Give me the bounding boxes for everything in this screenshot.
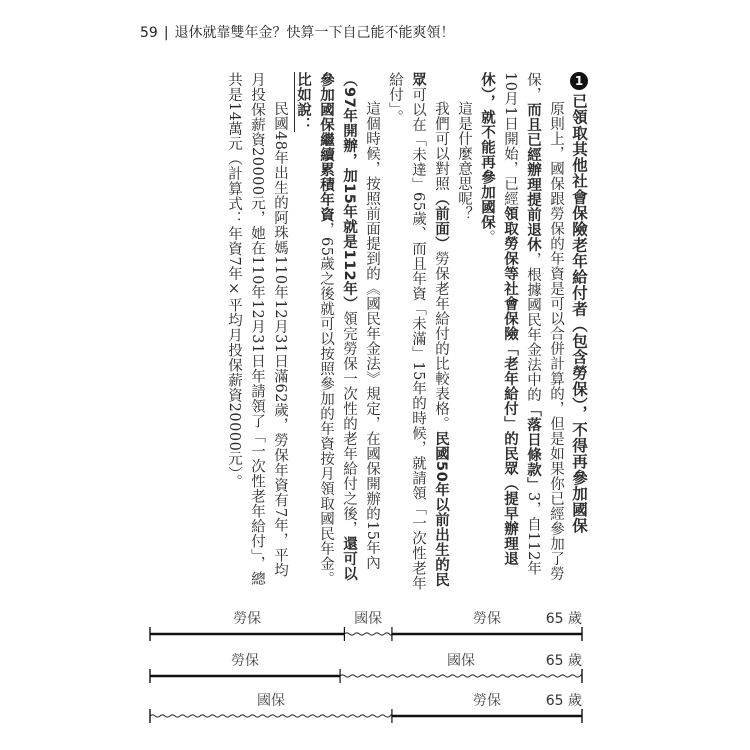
emphasis-text: （97年開辦，加15年就是112年） [341,72,357,312]
emphasis-text: 民國50年以前出生的民眾 [410,72,449,588]
text-run: 這個時候，按照前面提到的《國民年金法》規定，在國保開辦的15年內 [364,101,380,571]
paragraph-1 [475,72,567,592]
example-label-text: 比如說： [295,72,311,132]
example-label [291,72,314,592]
segment-label: 國保 [354,611,383,627]
national-pension-segment [344,633,392,635]
text-run: ，65歲之後就可以按照參加的年資按月領取國民年金。 [318,222,334,587]
text-run: 領完勞保一次性的老年給付之後， [341,311,357,537]
emphasis-text: 而且已經辦理提前退休 [525,102,541,252]
segment-label: 國保 [256,693,285,709]
national-pension-segment [150,715,392,717]
text-run: ，根據國民年金法中的 [525,252,541,402]
text-run: 3，自112年10月1日開始，已經 [502,72,541,576]
section-number-badge: 1 [572,73,586,89]
paragraph-5: 民國48年出生的阿珠媽110年12月31日滿62歲，勞保年資有7年，平均月投保薪資20000元，她在110年12月31日年請領了「一次性老年給付」，總共是14萬元（計算式：年資7年×平均月投保薪資20000元）。 [226,72,288,587]
chapter-title: 退休就靠雙年金？快算一下自己能不能爽領！ [174,25,455,41]
emphasis-text: 還可以參加國保繼續累積年資 [318,72,357,582]
paragraph-3 [383,72,452,592]
page-number: 59 [140,25,158,41]
national-pension-segment [340,675,582,677]
segment-label: 勞保 [472,693,501,709]
segment-label: 勞保 [472,611,501,627]
timeline-3 [150,690,582,730]
paragraph-2: 這是什麼意思呢？ [456,101,472,221]
segment-label: 國保 [447,653,476,669]
vertical-body-text [150,72,590,592]
emphasis-text: （前面） [433,191,449,251]
timeline-2 [150,650,582,690]
age-65-label: 65 歲 [545,693,582,709]
text-run: 我們可以對照 [433,101,449,191]
emphasis-text: 「落日條款」 [525,402,541,492]
emphasis-text: 領取勞保等社會保險「老年給付」的民眾（提早辦理退休），就不能再參加國保 [479,72,518,567]
age-65-label: 65 歲 [545,653,582,669]
header-separator: | [163,25,169,41]
age-65-label: 65 歲 [545,611,582,627]
segment-label: 勞保 [231,653,260,669]
paragraph-4 [314,72,383,592]
timeline-svg [150,650,582,690]
text-run: 可以在「未達」65歲、而且年資「未滿」15年的時候，就請領「一次性老年給付」。 [387,72,426,591]
text-run: 原則上，國保跟勞保的年資是可以合併計算的，但是如果你已經參加了勞保， [525,72,564,581]
text-run: 。 [479,229,495,245]
section-heading-text: 已領取其他社會保險老年給付者（包含勞保），不得再參加國保 [570,93,588,534]
timeline-svg [150,690,582,730]
text-run: 勞保老年給付的比較表格。 [433,251,449,431]
section-heading [567,72,590,592]
segment-label: 勞保 [233,611,262,627]
timeline-1 [150,608,582,648]
page-header [140,22,455,42]
